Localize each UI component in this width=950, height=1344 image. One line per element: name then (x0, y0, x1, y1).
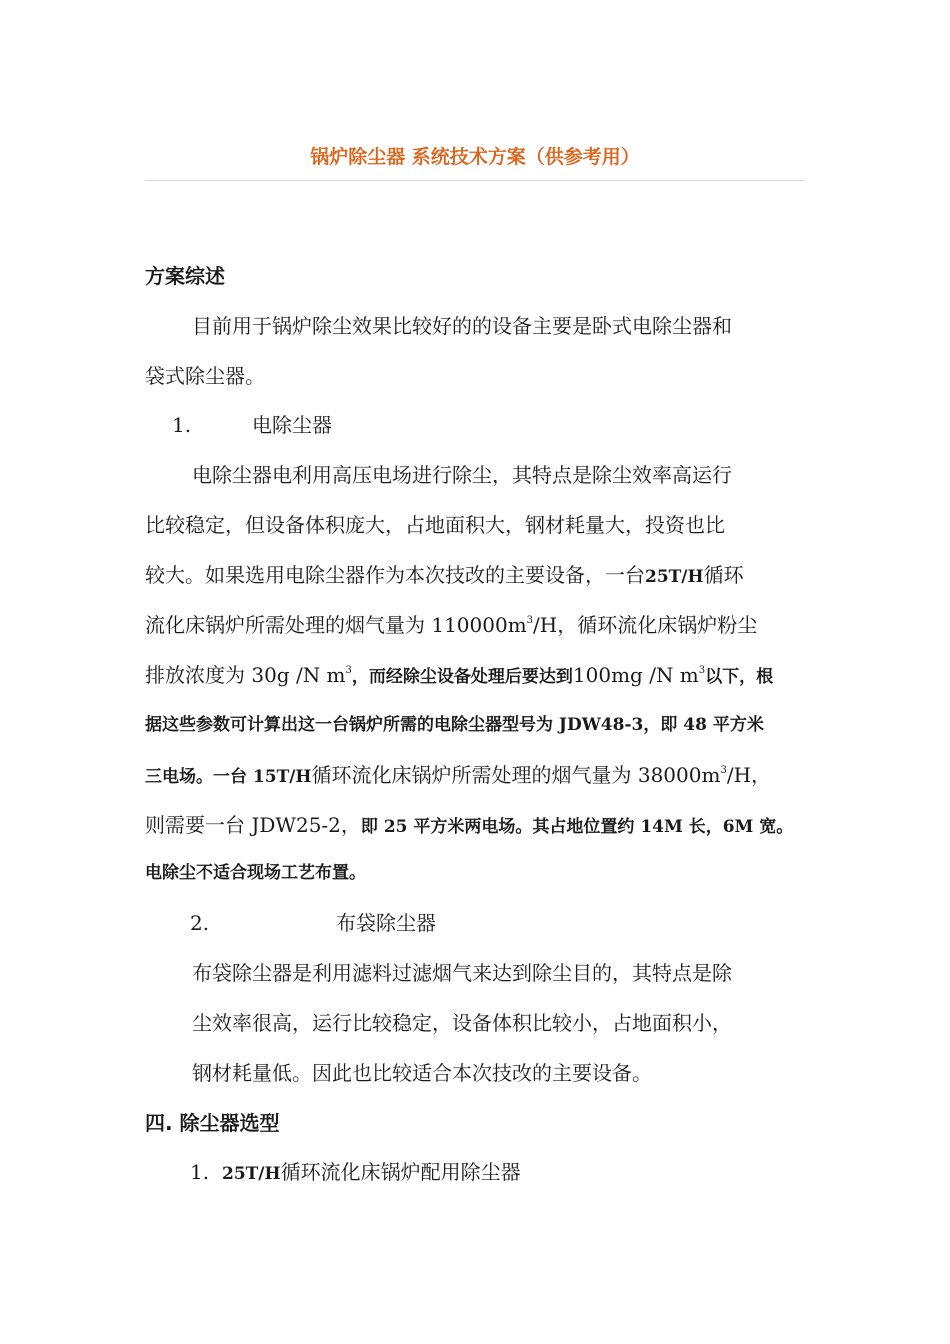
section-heading-selection: 四. 除尘器选型 (145, 1111, 280, 1135)
superscript: 3 (698, 665, 706, 676)
superscript: 3 (345, 665, 352, 676)
paragraph-1-line-1: 电除尘器电利用高压电场进行除尘，其特点是除尘效率高运行 (192, 463, 732, 487)
paragraph-1-line-5 (145, 660, 773, 692)
subsection-1-number: 1. (190, 1160, 210, 1184)
intro-line-1: 目前用于锅炉除尘效果比较好的的设备主要是卧式电除尘器和 (192, 314, 732, 338)
document-title: 锅炉除尘器 系统技术方案（供参考用） (310, 146, 640, 168)
text-span: ，而经除尘设备处理后要达到 (351, 667, 573, 687)
paragraph-1-line-4 (145, 610, 757, 640)
list-item-1 (172, 410, 332, 440)
text-span: 三电场。一台 15T/H (145, 767, 312, 787)
text-span: 流化床锅炉所需处理的烟气量为 110000m (145, 613, 527, 637)
text-span: /H， (726, 763, 772, 787)
list-item-1-label: 电除尘器 (252, 413, 332, 437)
paragraph-2-line-1: 布袋除尘器是利用滤料过滤烟气来达到除尘目的，其特点是除 (192, 961, 732, 985)
text-span: 循环流化床锅炉所需处理的烟气量为 38000m (311, 763, 721, 787)
text-span: /H，循环流化床锅炉粉尘 (533, 613, 758, 637)
section-heading-overview: 方案综述 (145, 264, 225, 288)
list-item-2 (190, 908, 436, 938)
text-span: 即 25 平方米两电场。其占地位置约 14M 长，6M 宽。 (360, 817, 794, 837)
superscript: 3 (720, 765, 727, 776)
paragraph-1-line-6: 据这些参数可计算出这一台锅炉所需的电除尘器型号为 JDW48-3，即 48 平方米 (145, 715, 764, 735)
paragraph-1-line-7 (145, 760, 771, 792)
paragraph-1-line-9: 电除尘不适合现场工艺布置。 (145, 863, 366, 883)
list-item-2-label: 布袋除尘器 (336, 911, 436, 935)
subsection-1-text: 循环流化床锅炉配用除尘器 (280, 1160, 521, 1184)
superscript: 3 (526, 615, 534, 626)
text-span: 排放浓度为 30g /N m (145, 663, 346, 687)
text-span: 较大。如果选用电除尘器作为本次技改的主要设备，一台 (145, 563, 645, 587)
text-span: 100mg /N m (572, 663, 699, 687)
list-item-2-number: 2. (190, 911, 210, 935)
boiler-capacity: 25T/H (645, 567, 704, 587)
intro-line-2: 袋式除尘器。 (145, 364, 265, 388)
paragraph-1-line-3 (145, 560, 744, 592)
paragraph-2-line-2: 尘效率很高，运行比较稳定，设备体积比较小，占地面积小， (192, 1011, 732, 1035)
title-divider (145, 180, 805, 181)
text-span: 则需要一台 JDW25-2， (145, 813, 361, 837)
list-item-1-number: 1. (172, 413, 192, 437)
paragraph-1-line-8 (145, 810, 793, 842)
text-span: 以下，根 (705, 667, 774, 687)
paragraph-2-line-3: 钢材耗量低。因此也比较适合本次技改的主要设备。 (192, 1061, 652, 1085)
subsection-1 (190, 1157, 521, 1189)
text-span: 循环 (703, 563, 744, 587)
subsection-1-model: 25T/H (222, 1164, 281, 1184)
paragraph-1-line-2: 比较稳定，但设备体积庞大，占地面积大，钢材耗量大，投资也比 (145, 513, 725, 537)
